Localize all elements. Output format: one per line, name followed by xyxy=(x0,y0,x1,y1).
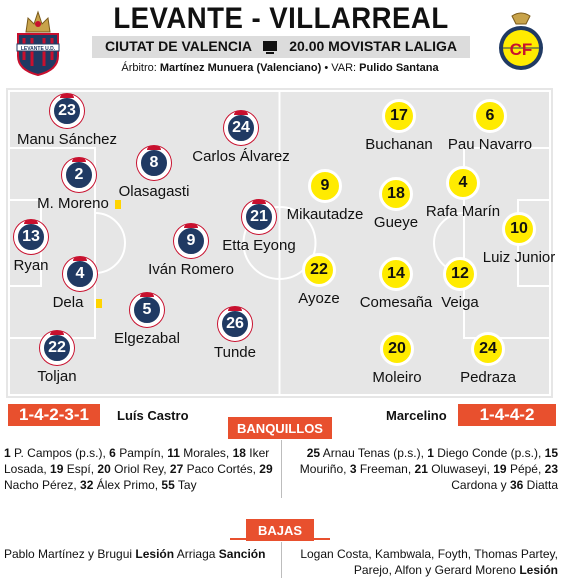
player-name: Manu Sánchez xyxy=(16,131,118,148)
player-number: 5 xyxy=(130,293,164,327)
player-name: Pedraza xyxy=(460,369,516,386)
column-divider xyxy=(281,542,282,578)
venue-line xyxy=(92,38,470,54)
player-name: Moleiro xyxy=(372,369,422,386)
player-name: Rafa Marín xyxy=(425,203,501,220)
player-number: 20 xyxy=(380,332,414,366)
tv-icon xyxy=(263,41,277,51)
player-number: 9 xyxy=(174,224,208,258)
player-name: Ryan xyxy=(13,257,49,274)
player-number: 17 xyxy=(382,99,416,133)
away-absences xyxy=(290,546,558,578)
referee-label: Árbitro: xyxy=(121,62,157,74)
player-number: 22 xyxy=(40,331,74,365)
away-bench-line: Mouriño, 3 Freeman, 21 Oluwaseyi, 19 Pépé, 23 xyxy=(299,462,558,476)
player-name: Gueye xyxy=(373,214,419,231)
away-absences-line: Parejo, Alfon y Gerard Moreno Lesión xyxy=(353,563,558,577)
var-label: • VAR: xyxy=(324,62,357,74)
away-absences-line: Logan Costa, Kambwala, Foyth, Thomas Partey, xyxy=(300,547,558,561)
kickoff-tv: 20.00 MOVISTAR LALIGA xyxy=(289,38,458,54)
referee-name: Martínez Munuera (Valenciano) xyxy=(159,62,322,74)
player-name: Luiz Junior xyxy=(482,249,556,266)
home-bench-line: Nacho Pérez, 32 Álex Primo, 55 Tay xyxy=(4,478,197,492)
home-absences: Pablo Martínez y Brugui Lesión Arriaga Sanción xyxy=(4,547,266,561)
away-coach: Marcelino xyxy=(386,408,447,423)
player-name: Iván Romero xyxy=(148,261,234,278)
player-number: 14 xyxy=(379,257,413,291)
player-number: 6 xyxy=(473,99,507,133)
officials-line xyxy=(80,62,480,74)
player-number: 24 xyxy=(471,332,505,366)
player-number: 24 xyxy=(224,111,258,145)
home-bench-line: 1 P. Campos (p.s.), 6 Pampín, 11 Morales, 18 Iker xyxy=(4,446,270,460)
absences-label: BAJAS xyxy=(246,519,314,541)
player-name: Carlos Álvarez xyxy=(192,148,290,165)
match-title: LEVANTE - VILLARREAL xyxy=(113,2,449,35)
player-number: 26 xyxy=(218,307,252,341)
player-name: M. Moreno xyxy=(37,195,109,212)
levante-crest-icon xyxy=(14,6,62,76)
away-bench-line: Cardona y 36 Diatta xyxy=(451,478,558,492)
yellow-card-icon xyxy=(115,200,121,209)
player-name: Mikautadze xyxy=(286,206,364,223)
away-bench-line: 25 Arnau Tenas (p.s.), 1 Diego Conde (p.s.), 15 xyxy=(306,446,558,460)
player-number: 10 xyxy=(502,212,536,246)
player-number: 4 xyxy=(63,257,97,291)
home-bench xyxy=(4,445,276,493)
player-name: Etta Eyong xyxy=(222,237,296,254)
player-name: Veiga xyxy=(441,294,479,311)
home-formation: 1-4-2-3-1 xyxy=(8,404,100,426)
villarreal-crest-text: CF xyxy=(509,40,533,59)
player-name: Tunde xyxy=(214,344,256,361)
player-number: 21 xyxy=(242,200,276,234)
player-number: 8 xyxy=(137,146,171,180)
villarreal-crest-icon xyxy=(492,10,550,74)
player-name: Ayoze xyxy=(298,290,340,307)
player-number: 18 xyxy=(379,177,413,211)
bench-label: BANQUILLOS xyxy=(228,417,332,439)
player-name: Pau Navarro xyxy=(447,136,533,153)
player-number: 4 xyxy=(446,166,480,200)
venue-name: CIUTAT DE VALENCIA xyxy=(104,38,252,54)
player-name: Toljan xyxy=(37,368,77,385)
player-number: 2 xyxy=(62,158,96,192)
player-name: Elgezabal xyxy=(114,330,180,347)
player-name: Dela xyxy=(52,294,84,311)
player-number: 22 xyxy=(302,253,336,287)
levante-crest-text: LEVANTE U.D. xyxy=(20,46,56,52)
var-name: Pulido Santana xyxy=(359,62,439,74)
player-number: 9 xyxy=(308,169,342,203)
player-number: 23 xyxy=(50,94,84,128)
player-number: 13 xyxy=(14,220,48,254)
away-formation: 1-4-4-2 xyxy=(458,404,556,426)
home-coach: Luís Castro xyxy=(117,408,189,423)
player-name: Comesaña xyxy=(359,294,433,311)
player-name: Buchanan xyxy=(365,136,433,153)
away-bench xyxy=(290,445,558,493)
column-divider xyxy=(281,440,282,498)
yellow-card-icon xyxy=(96,299,102,308)
home-bench-line: Losada, 19 Espí, 20 Oriol Rey, 27 Paco Cortés, 29 xyxy=(4,462,273,476)
player-name: Olasagasti xyxy=(118,183,190,200)
player-number: 12 xyxy=(443,257,477,291)
